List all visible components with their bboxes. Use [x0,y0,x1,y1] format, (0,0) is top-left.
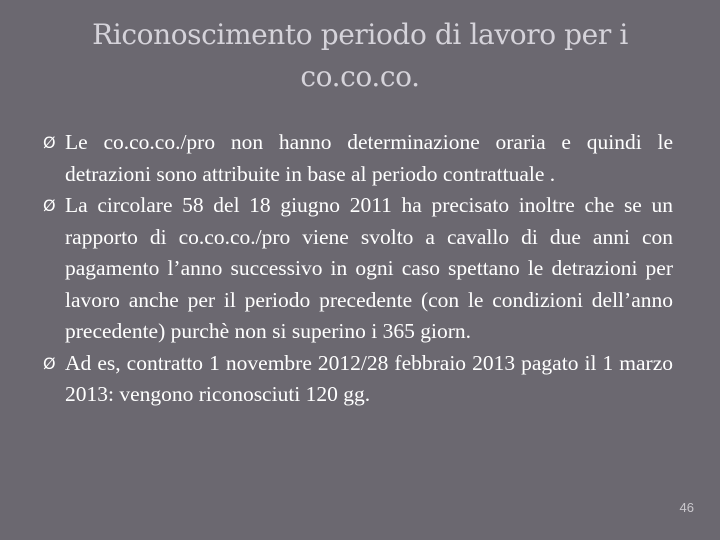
slide-title-line: co.co.co. [300,60,420,93]
bullet-text: Le co.co.co./pro non hanno determinazione oraria e quindi le detrazioni sono attribuite in base al periodo contrattuale . [65,130,673,186]
slide-title [40,14,680,98]
arrow-bullet-icon: Ø [43,133,56,152]
bullet-item [41,190,673,348]
arrow-bullet-icon: Ø [43,196,56,215]
slide-title-line: Riconoscimento periodo di lavoro per i [92,18,628,51]
bullet-item [41,127,673,190]
page-number: 46 [679,500,694,515]
bullet-item [41,348,673,411]
bullet-text: La circolare 58 del 18 giugno 2011 ha precisato inoltre che se un rapporto di co.co.co./pro viene svolto a cavallo di due anni con pagamento l’anno successivo in ogni caso spettano le detrazioni per lavoro anche per il periodo precedente (con le condizioni dell’anno precedente) purchè non si superino i 365 giorn. [65,193,673,343]
arrow-bullet-icon: Ø [43,353,56,373]
bullet-text: Ad es, contratto 1 novembre 2012/28 febbraio 2013 pagato il 1 marzo 2013: vengono riconosciuti 120 gg. [65,350,673,406]
bullet-list [41,127,673,411]
